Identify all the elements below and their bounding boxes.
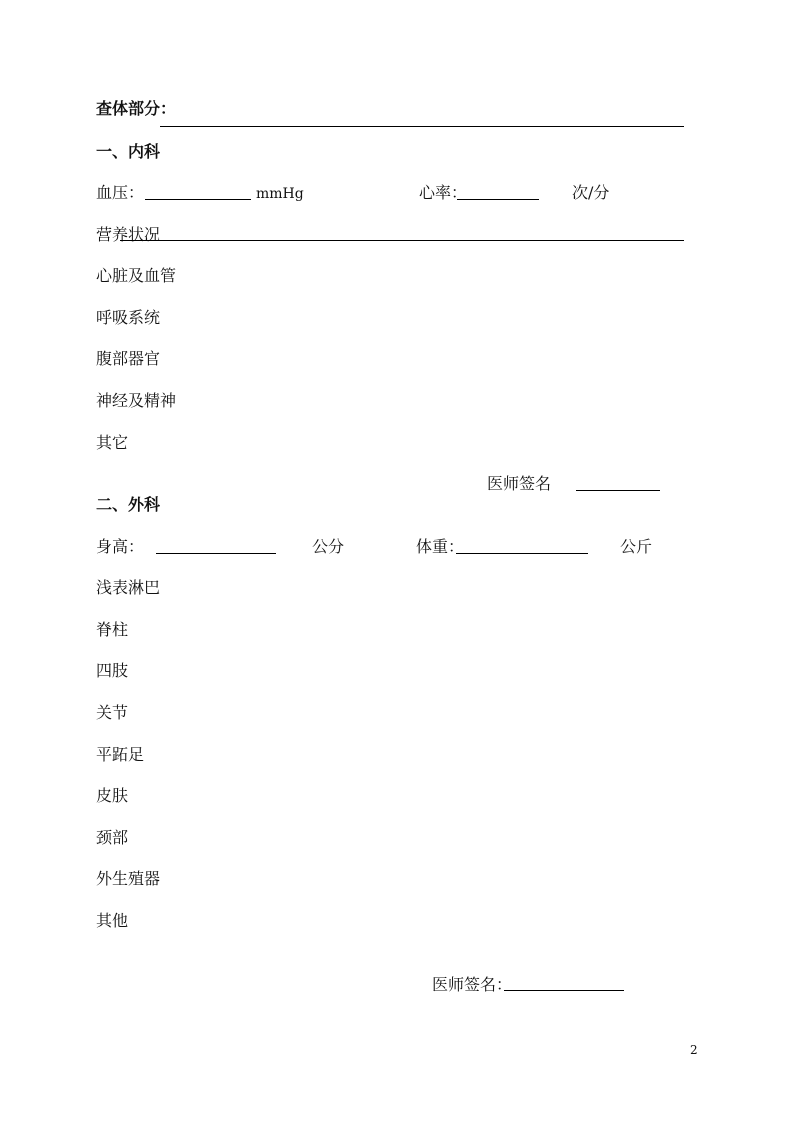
weight-label: 体重： [416,537,465,556]
page-number: 2 [690,1043,698,1057]
blood-pressure-field[interactable] [145,199,251,200]
internal-doctor-signature-field[interactable] [576,490,660,491]
abdominal-label: 腹部器官 [96,349,161,368]
internal-medicine-heading: 一、内科 [96,142,161,161]
cardiovascular-label: 心脏及血管 [96,266,177,285]
section-title: 查体部分： [96,99,177,118]
neuro-psych-label: 神经及精神 [96,391,177,410]
lymph-nodes-label: 浅表淋巴 [96,578,161,597]
internal-other-label: 其它 [96,433,129,452]
surgery-heading: 二、外科 [96,495,161,514]
skin-label: 皮肤 [96,786,129,805]
internal-doctor-signature-label: 医师签名 [487,474,552,493]
respiratory-label: 呼吸系统 [96,308,161,327]
height-field[interactable] [156,553,276,554]
height-unit: 公分 [312,537,345,556]
blood-pressure-label: 血压： [96,183,145,202]
heart-rate-unit: 次/分 [572,183,610,202]
neck-label: 颈部 [96,828,129,847]
spine-label: 脊柱 [96,620,129,639]
limbs-label: 四肢 [96,661,129,680]
section-title-line [160,126,684,127]
flat-foot-label: 平跖足 [96,745,145,764]
heart-rate-field[interactable] [457,199,539,200]
surgery-doctor-signature-field[interactable] [504,990,624,991]
surgery-other-label: 其他 [96,911,129,930]
weight-unit: 公斤 [620,537,653,556]
height-label: 身高： [96,537,145,556]
joints-label: 关节 [96,703,129,722]
surgery-doctor-signature-label: 医师签名： [432,975,513,994]
weight-field[interactable] [456,553,588,554]
nutrition-label: 营养状况 [96,225,161,244]
genitals-label: 外生殖器 [96,869,161,888]
blood-pressure-unit: mmHg [256,186,304,202]
nutrition-field[interactable] [120,240,684,241]
heart-rate-label: 心率： [419,183,468,202]
